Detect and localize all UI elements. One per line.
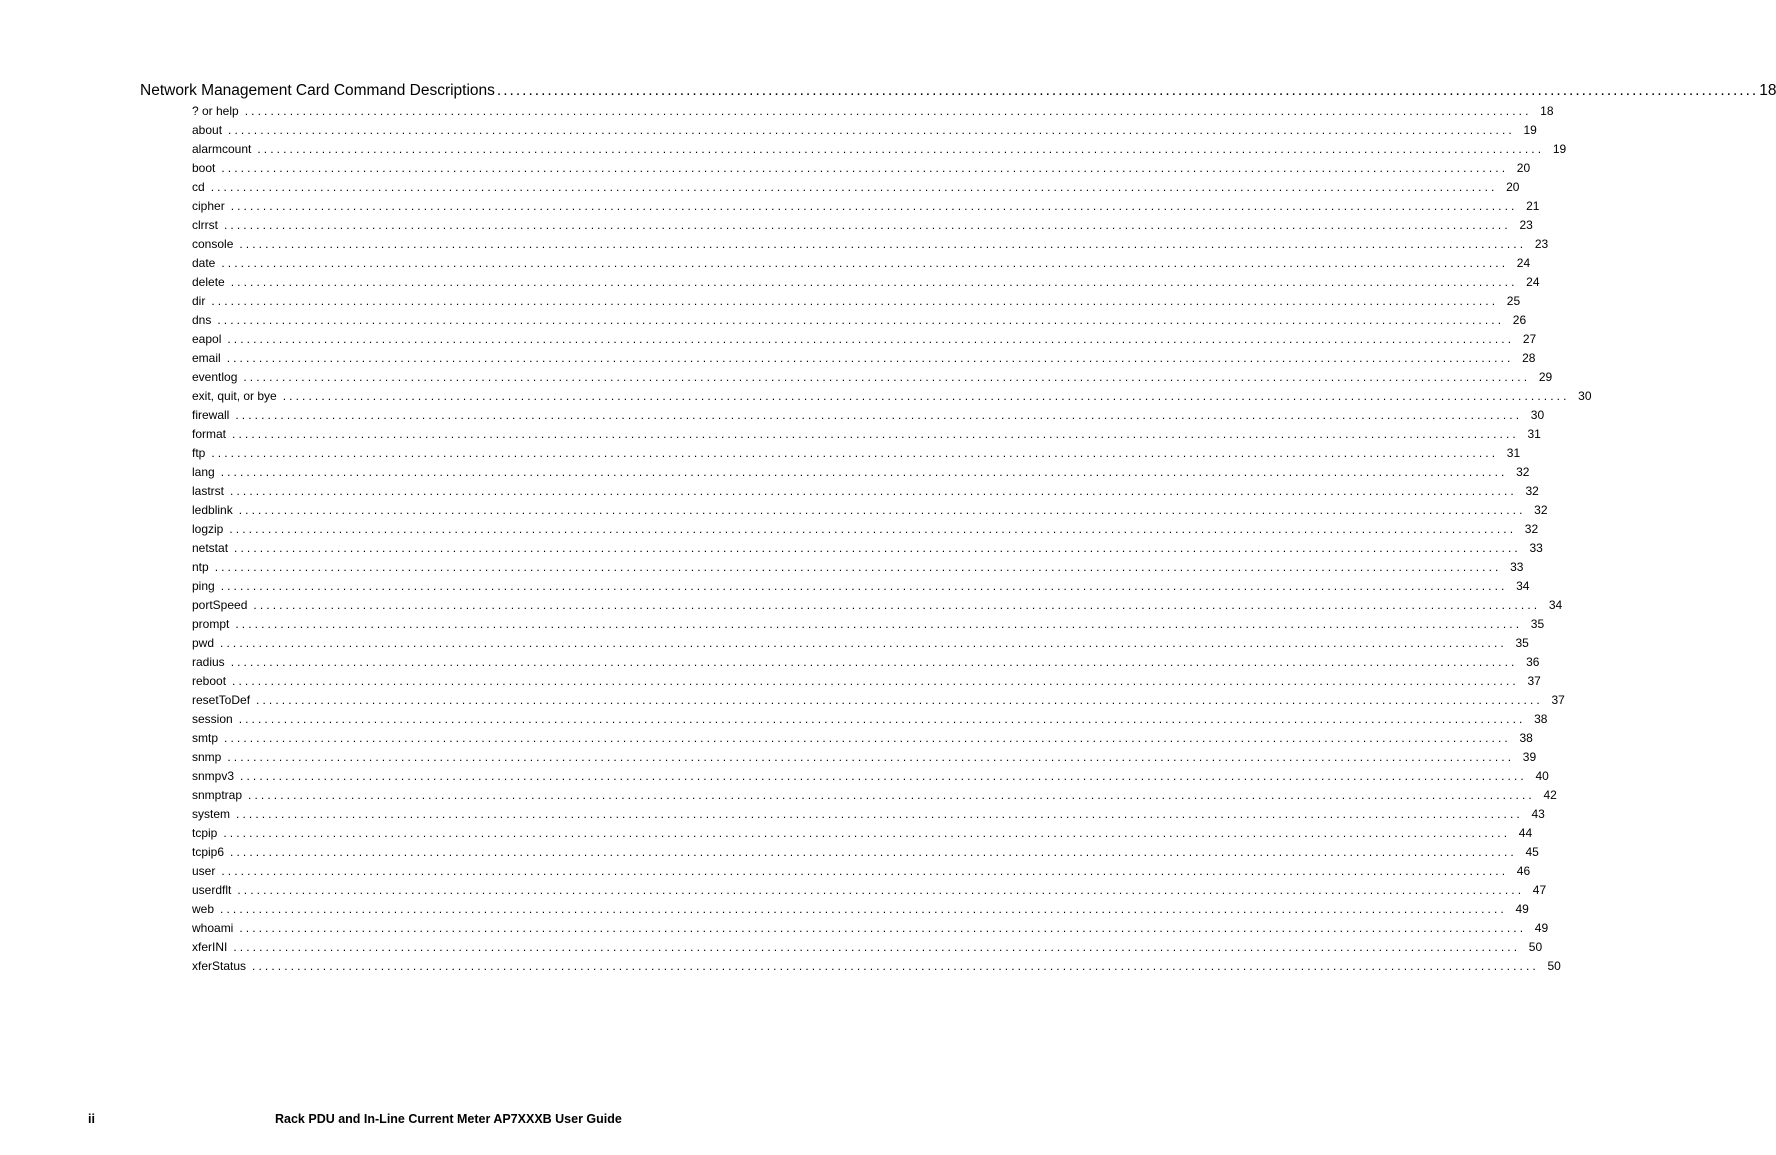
toc-entry-label: userdflt: [192, 883, 232, 897]
toc-entry-label: resetToDef: [192, 693, 251, 707]
toc-entry-page-number: 19: [1552, 142, 1567, 156]
toc-entry[interactable]: [192, 349, 1536, 368]
toc-entry[interactable]: [192, 824, 1533, 843]
toc-entry-label: snmp: [192, 750, 222, 764]
dot-leader: ........................................................................................................................................................................................................: [224, 218, 1511, 232]
toc-entry-page-number: 35: [1530, 617, 1545, 631]
dot-leader: ........................................................................................................................................................................................................: [235, 408, 1523, 422]
dot-leader: ........................................................................................................................................................................................................: [236, 807, 1523, 821]
toc-section: [140, 80, 1776, 973]
toc-entry-label: xferStatus: [192, 959, 247, 973]
toc-entry-page-number: 32: [1534, 503, 1548, 517]
toc-entry[interactable]: [192, 653, 1540, 672]
toc-entry-page-number: 38: [1519, 731, 1533, 745]
toc-entry-label: dir: [192, 294, 206, 308]
toc-entry-page-number: 49: [1515, 902, 1529, 916]
toc-entry-page-number: 31: [1506, 446, 1521, 460]
dot-leader: ........................................................................................................................................................................................................: [211, 446, 1499, 460]
dot-leader: ........................................................................................................................................................................................................: [243, 370, 1531, 384]
page-footer: [0, 1112, 893, 1130]
dot-leader: ........................................................................................................................................................................................................: [256, 693, 1543, 707]
toc-entry-page-number: 23: [1534, 237, 1549, 251]
footer-page-number: ii: [88, 1112, 95, 1126]
dot-leader: ........................................................................................................................................................................................................: [228, 123, 1515, 137]
toc-entry-page-number: 45: [1525, 845, 1539, 859]
toc-entry-label: about: [192, 123, 223, 137]
toc-entry[interactable]: [192, 520, 1539, 539]
dot-leader: ........................................................................................................................................................................................................: [253, 598, 1541, 612]
toc-entry[interactable]: [192, 425, 1541, 444]
toc-entry-label: snmptrap: [192, 788, 243, 802]
toc-entry-page-number: 30: [1578, 389, 1592, 403]
dot-leader: ........................................................................................................................................................................................................: [496, 82, 1759, 99]
dot-leader: ........................................................................................................................................................................................................: [229, 522, 1517, 536]
toc-entry-label: firewall: [192, 408, 230, 422]
toc-entry-label: ? or help: [192, 104, 239, 118]
toc-entry[interactable]: [192, 330, 1537, 349]
toc-entry-label: ledblink: [192, 503, 233, 517]
toc-entry-label: xferINI: [192, 940, 228, 954]
toc-entry-label: web: [192, 902, 215, 916]
toc-entry[interactable]: [192, 672, 1541, 691]
toc-entry-label: dns: [192, 313, 212, 327]
toc-entry-page-number: 20: [1506, 180, 1520, 194]
toc-entry-page-number: 38: [1534, 712, 1548, 726]
toc-entry-label: user: [192, 864, 216, 878]
dot-leader: ........................................................................................................................................................................................................: [211, 294, 1499, 308]
toc-entry[interactable]: [192, 577, 1530, 596]
toc-entry-label: snmpv3: [192, 769, 235, 783]
toc-entry-page-number: 35: [1515, 636, 1529, 650]
toc-entry[interactable]: [192, 805, 1545, 824]
toc-entry[interactable]: [192, 140, 1567, 159]
dot-leader: ........................................................................................................................................................................................................: [240, 769, 1527, 783]
toc-entry-label: radius: [192, 655, 225, 669]
toc-entry-label: eventlog: [192, 370, 238, 384]
toc-entry[interactable]: [192, 786, 1557, 805]
toc-entry-label: system: [192, 807, 231, 821]
toc-entry[interactable]: [192, 748, 1537, 767]
toc-entry-page-number: 50: [1547, 959, 1561, 973]
dot-leader: ........................................................................................................................................................................................................: [238, 503, 1526, 517]
toc-entry[interactable]: [192, 159, 1531, 178]
section-title: Network Management Card Command Descriptions: [140, 82, 495, 99]
toc-entry[interactable]: [192, 615, 1545, 634]
dot-leader: ........................................................................................................................................................................................................: [232, 674, 1519, 688]
toc-entry-label: eapol: [192, 332, 222, 346]
dot-leader: ........................................................................................................................................................................................................: [221, 161, 1509, 175]
dot-leader: ........................................................................................................................................................................................................: [282, 389, 1570, 403]
dot-leader: ........................................................................................................................................................................................................: [237, 883, 1525, 897]
toc-entry[interactable]: [192, 596, 1563, 615]
dot-leader: ........................................................................................................................................................................................................: [244, 104, 1532, 118]
toc-entry-label: prompt: [192, 617, 230, 631]
toc-entry-page-number: 34: [1548, 598, 1563, 612]
dot-leader: ........................................................................................................................................................................................................: [230, 655, 1518, 669]
toc-entry[interactable]: [192, 501, 1548, 520]
toc-entry-label: ntp: [192, 560, 209, 574]
dot-leader: ........................................................................................................................................................................................................: [230, 199, 1518, 213]
dot-leader: ........................................................................................................................................................................................................: [252, 959, 1539, 973]
dot-leader: ........................................................................................................................................................................................................: [230, 484, 1517, 498]
toc-entry-page-number: 25: [1506, 294, 1521, 308]
toc-entry[interactable]: [192, 862, 1531, 881]
toc-entry[interactable]: [192, 558, 1524, 577]
toc-entry-label: exit, quit, or bye: [192, 389, 277, 403]
dot-leader: ........................................................................................................................................................................................................: [233, 940, 1521, 954]
toc-entry-page-number: 28: [1522, 351, 1536, 365]
toc-entry[interactable]: [192, 691, 1565, 710]
dot-leader: ........................................................................................................................................................................................................: [220, 465, 1508, 479]
toc-entry-label: whoami: [192, 921, 234, 935]
dot-leader: ........................................................................................................................................................................................................: [239, 921, 1527, 935]
toc-entry-page-number: 34: [1516, 579, 1530, 593]
toc-entry[interactable]: [192, 767, 1549, 786]
toc-entry[interactable]: [192, 311, 1527, 330]
toc-entry[interactable]: [192, 843, 1539, 862]
toc-entry[interactable]: [192, 406, 1545, 425]
toc-entry[interactable]: [192, 292, 1521, 311]
toc-entry-page-number: 26: [1512, 313, 1527, 327]
dot-leader: ........................................................................................................................................................................................................: [226, 351, 1514, 365]
dot-leader: ........................................................................................................................................................................................................: [238, 712, 1526, 726]
dot-leader: ........................................................................................................................................................................................................: [221, 864, 1509, 878]
toc-entry[interactable]: [192, 368, 1553, 387]
toc-entry-page-number: 37: [1551, 693, 1565, 707]
toc-section-heading[interactable]: [140, 80, 1776, 102]
toc-entry-label: cipher: [192, 199, 225, 213]
toc-entry-label: clrrst: [192, 218, 218, 232]
toc-entry-label: smtp: [192, 731, 219, 745]
toc-entry[interactable]: [192, 273, 1540, 292]
toc-entry[interactable]: [192, 102, 1554, 121]
dot-leader: ........................................................................................................................................................................................................: [248, 788, 1535, 802]
toc-entry-page-number: 44: [1518, 826, 1533, 840]
toc-entry-list: [192, 102, 1592, 976]
toc-entry-page-number: 20: [1516, 161, 1531, 175]
toc-entry-label: email: [192, 351, 221, 365]
toc-entry[interactable]: [192, 387, 1592, 406]
toc-entry[interactable]: [192, 729, 1533, 748]
dot-leader: ........................................................................................................................................................................................................: [221, 256, 1509, 270]
toc-entry[interactable]: [192, 710, 1548, 729]
toc-entry-page-number: 32: [1524, 522, 1539, 536]
toc-entry-page-number: 24: [1526, 275, 1540, 289]
toc-entry[interactable]: [192, 121, 1537, 140]
toc-entry-page-number: 50: [1528, 940, 1543, 954]
toc-entry-page-number: 39: [1522, 750, 1537, 764]
toc-entry[interactable]: [192, 881, 1547, 900]
toc-entry-label: session: [192, 712, 233, 726]
toc-entry-label: tcpip6: [192, 845, 225, 859]
toc-entry-page-number: 32: [1516, 465, 1530, 479]
dot-leader: ........................................................................................................................................................................................................: [257, 142, 1545, 156]
toc-entry-label: ping: [192, 579, 215, 593]
toc-entry[interactable]: [192, 539, 1543, 558]
toc-entry-page-number: 49: [1534, 921, 1549, 935]
toc-entry-page-number: 32: [1525, 484, 1539, 498]
toc-entry[interactable]: [192, 178, 1520, 197]
toc-entry-page-number: 33: [1529, 541, 1543, 555]
toc-entry[interactable]: [192, 900, 1529, 919]
toc-entry-label: lastrst: [192, 484, 225, 498]
dot-leader: ........................................................................................................................................................................................................: [230, 275, 1518, 289]
toc-entry-page-number: 29: [1538, 370, 1553, 384]
toc-entry[interactable]: [192, 463, 1530, 482]
toc-entry-label: tcpip: [192, 826, 218, 840]
toc-entry-label: pwd: [192, 636, 215, 650]
toc-entry-page-number: 30: [1530, 408, 1545, 422]
toc-entry-label: lang: [192, 465, 215, 479]
dot-leader: ........................................................................................................................................................................................................: [220, 579, 1508, 593]
toc-entry-page-number: 19: [1523, 123, 1537, 137]
toc-entry-label: netstat: [192, 541, 229, 555]
dot-leader: ........................................................................................................................................................................................................: [223, 826, 1511, 840]
toc-entry-label: logzip: [192, 522, 224, 536]
toc-entry-page-number: 43: [1531, 807, 1545, 821]
dot-leader: ........................................................................................................................................................................................................: [217, 313, 1505, 327]
toc-entry[interactable]: [192, 444, 1521, 463]
dot-leader: ........................................................................................................................................................................................................: [227, 750, 1515, 764]
toc-entry-label: alarmcount: [192, 142, 252, 156]
toc-entry[interactable]: [192, 235, 1549, 254]
toc-entry-page-number: 36: [1526, 655, 1540, 669]
dot-leader: ........................................................................................................................................................................................................: [220, 902, 1507, 916]
toc-entry[interactable]: [192, 482, 1539, 501]
footer-guide-title: Rack PDU and In-Line Current Meter AP7XXXB User Guide: [275, 1112, 622, 1126]
toc-entry-page-number: 18: [1540, 104, 1554, 118]
toc-entry-label: reboot: [192, 674, 227, 688]
toc-entry[interactable]: [192, 254, 1531, 273]
toc-entry-label: date: [192, 256, 216, 270]
toc-entry-label: delete: [192, 275, 225, 289]
toc-entry-label: boot: [192, 161, 216, 175]
toc-entry-page-number: 40: [1535, 769, 1549, 783]
toc-entry-page-number: 47: [1532, 883, 1547, 897]
toc-entry-page-number: 21: [1526, 199, 1540, 213]
toc-entry[interactable]: [192, 634, 1529, 653]
toc-entry[interactable]: [192, 957, 1561, 976]
toc-entry-page-number: 23: [1519, 218, 1533, 232]
dot-leader: ........................................................................................................................................................................................................: [230, 845, 1517, 859]
toc-entry[interactable]: [192, 197, 1540, 216]
toc-entry-page-number: 42: [1543, 788, 1557, 802]
toc-entry-label: portSpeed: [192, 598, 248, 612]
dot-leader: ........................................................................................................................................................................................................: [210, 180, 1498, 194]
dot-leader: ........................................................................................................................................................................................................: [227, 332, 1515, 346]
toc-entry-page-number: 31: [1527, 427, 1541, 441]
dot-leader: ........................................................................................................................................................................................................: [224, 731, 1511, 745]
toc-entry-page-number: 46: [1516, 864, 1531, 878]
toc-entry-label: format: [192, 427, 227, 441]
toc-entry[interactable]: [192, 216, 1533, 235]
toc-entry-page-number: 27: [1522, 332, 1537, 346]
dot-leader: ........................................................................................................................................................................................................: [235, 617, 1523, 631]
section-page-number: 18: [1759, 82, 1776, 99]
toc-entry-page-number: 24: [1516, 256, 1531, 270]
toc-entry-page-number: 33: [1510, 560, 1524, 574]
toc-entry-label: console: [192, 237, 234, 251]
dot-leader: ........................................................................................................................................................................................................: [214, 560, 1502, 574]
toc-entry-label: cd: [192, 180, 205, 194]
dot-leader: ........................................................................................................................................................................................................: [220, 636, 1507, 650]
dot-leader: ........................................................................................................................................................................................................: [239, 237, 1527, 251]
dot-leader: ........................................................................................................................................................................................................: [234, 541, 1521, 555]
toc-entry[interactable]: [192, 919, 1549, 938]
dot-leader: ........................................................................................................................................................................................................: [232, 427, 1519, 441]
toc-entry[interactable]: [192, 938, 1543, 957]
toc-entry-label: ftp: [192, 446, 206, 460]
toc-entry-page-number: 37: [1527, 674, 1541, 688]
